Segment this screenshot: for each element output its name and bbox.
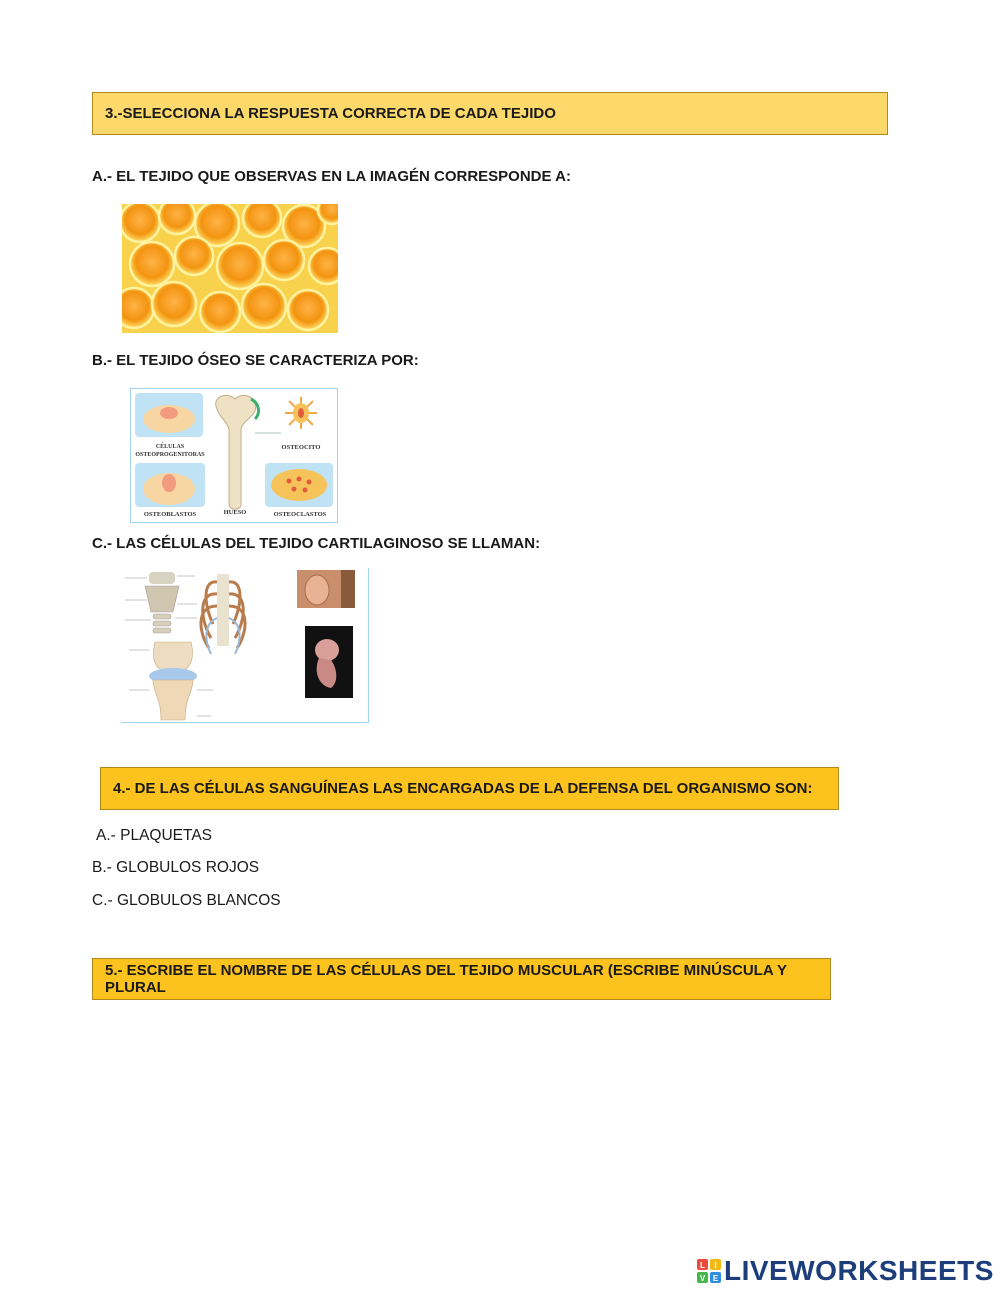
adipose-tissue-image	[122, 204, 338, 333]
question-b: B.- EL TEJIDO ÓSEO SE CARACTERIZA POR:	[92, 352, 419, 369]
liveworksheets-logo	[697, 1255, 994, 1287]
section-3-header	[92, 92, 888, 135]
logo-letter-l: L	[700, 1261, 705, 1270]
logo-letter-v: V	[699, 1274, 706, 1283]
section-4-header-text: 4.- DE LAS CÉLULAS SANGUÍNEAS LAS ENCARGADAS DE LA DEFENSA DEL ORGANISMO SON:	[113, 780, 813, 797]
option-c-globulos-blancos[interactable]: C.- GLOBULOS BLANCOS	[92, 892, 281, 909]
question-c: C.- LAS CÉLULAS DEL TEJIDO CARTILAGINOSO SE LLAMAN:	[92, 535, 541, 552]
logo-text: LIVEWORKSHEETS	[724, 1255, 994, 1286]
logo-letter-e: E	[712, 1274, 719, 1283]
section-3-header-text: 3.-SELECCIONA LA RESPUESTA CORRECTA DE CADA TEJIDO	[105, 105, 556, 122]
label-osteocito: OSTEOCITO	[281, 444, 321, 451]
bone-tissue-diagram	[130, 388, 338, 523]
section-5-header	[92, 958, 831, 1000]
cartilage-image	[121, 568, 369, 723]
section-5-header-text: 5.- ESCRIBE EL NOMBRE DE LAS CÉLULAS DEL TEJIDO MUSCULAR (ESCRIBE MINÚSCULA Y PLURAL	[105, 962, 787, 996]
label-osteoprogenitoras: CÉLULAS OSTEOPROGENITORAS	[135, 444, 205, 458]
question-a: A.- EL TEJIDO QUE OBSERVAS EN LA IMAGÉN CORRESPONDE A:	[92, 168, 571, 185]
option-b-globulos-rojos[interactable]: B.- GLOBULOS ROJOS	[92, 859, 260, 876]
logo-grid-icon	[697, 1259, 721, 1283]
label-osteoblastos: OSTEOBLASTOS	[143, 511, 197, 518]
logo-letter-i: I	[714, 1261, 717, 1270]
label-hueso: HUESO	[223, 509, 247, 516]
section-4-header	[100, 767, 839, 810]
option-a-plaquetas[interactable]: A.- PLAQUETAS	[96, 827, 212, 844]
label-osteoclastos: OSTEOCLASTOS	[273, 511, 327, 518]
